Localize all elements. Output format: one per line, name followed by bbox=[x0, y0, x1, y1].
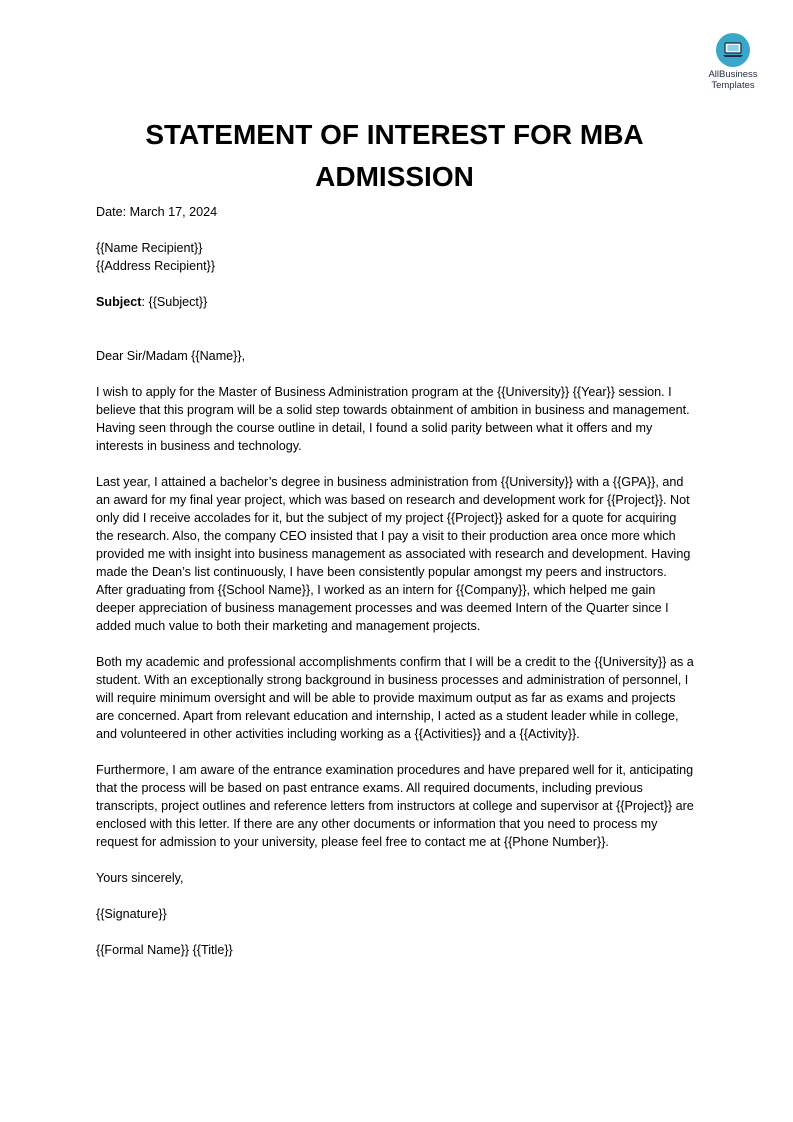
subject-label: Subject bbox=[96, 295, 142, 309]
subject-value: : {{Subject}} bbox=[141, 295, 208, 309]
paragraph-1: I wish to apply for the Master of Business Administration program at the {{University}} {{Year}} session. I believe that this program will be a solid step towards obtainment of ambition in business and management. Having seen through the course outline in detail, I found a solid parity between what it offers and my interests in business and technology. bbox=[96, 385, 690, 453]
paragraph-2: Last year, I attained a bachelor’s degree in business administration from {{University}} with a {{GPA}}, and an award for my final year project, which was based on research and development work for {{Project}}. Not only did I receive accolades for it, but the subject of my project {{Project}} asked for a quote for acquiring the research. Also, the company CEO insisted that I pay a visit to their production area once more which provided me with insight into business management as associated with research and development. Having made the Dean’s list continuously, I have been consistently popular amongst my peers and instructors. After graduating from {{School Name}}, I worked as an intern for {{Company}}, which helped me gain deeper appreciation of business management processes and was deemed Intern of the Quarter since I added much value to both their marketing and management projects. bbox=[96, 475, 691, 633]
recipient-address: {{Address Recipient}} bbox=[96, 259, 216, 273]
laptop-icon bbox=[716, 33, 750, 67]
paragraph-4: Furthermore, I am aware of the entrance examination procedures and have prepared well for it, anticipating that the process will be based on past entrance exams. All required documents, including previous transcripts, project outlines and reference letters from instructors at college and supervisor at {{Project}} are enclosed with this letter. If there are any other documents or information that you need to process my request for admission to your university, please feel free to contact me at {{Phone Number}}. bbox=[96, 763, 694, 849]
title-line-2: ADMISSION bbox=[315, 161, 474, 192]
allbusiness-logo bbox=[700, 33, 766, 91]
recipient-name: {{Name Recipient}} bbox=[96, 241, 203, 255]
logo-line-2: Templates bbox=[711, 80, 755, 91]
subject-line bbox=[96, 293, 696, 311]
signature-placeholder: {{Signature}} bbox=[96, 907, 167, 921]
letter-body bbox=[96, 203, 696, 959]
title-line-1: STATEMENT OF INTEREST FOR MBA bbox=[145, 119, 644, 150]
logo-line-1: AllBusiness bbox=[708, 69, 758, 80]
salutation: Dear Sir/Madam {{Name}}, bbox=[96, 349, 246, 363]
letter-date: Date: March 17, 2024 bbox=[96, 205, 218, 219]
logo-text bbox=[700, 69, 766, 91]
paragraph-3: Both my academic and professional accomplishments confirm that I will be a credit to the {{University}} as a student. With an exceptionally strong background in business processes and administration of personnel, I will require minimum oversight and will be able to provide maximum output as far as exams and projects are concerned. Apart from relevant education and internship, I acted as a student leader while in college, and volunteered in other activities including working as a {{Activities}} and a {{Activity}}. bbox=[96, 655, 694, 741]
closing: Yours sincerely, bbox=[96, 871, 184, 885]
document-title bbox=[96, 114, 693, 198]
formal-name: {{Formal Name}} {{Title}} bbox=[96, 943, 233, 957]
